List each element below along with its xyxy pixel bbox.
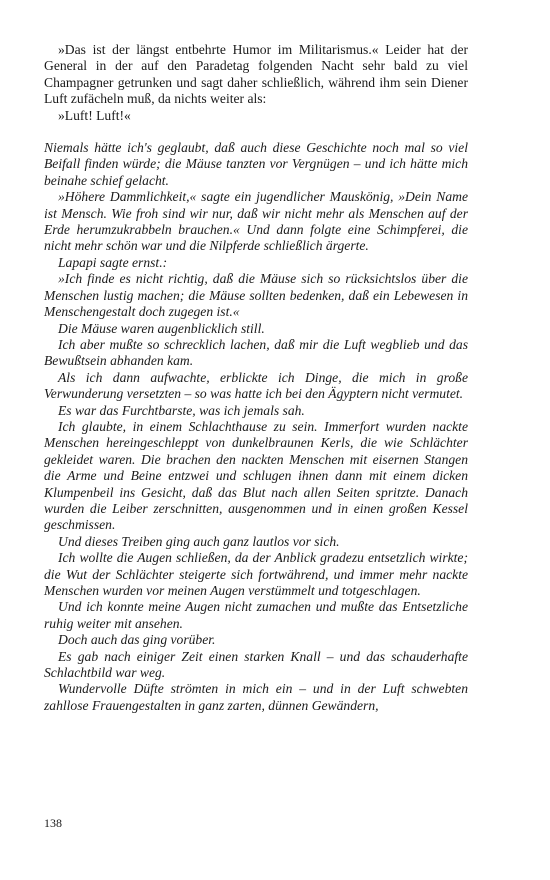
paragraph-vorueber: Doch auch das ging vorüber. <box>58 632 216 648</box>
paragraph-lautlos: Und dieses Treiben ging auch ganz lautlos vor sich. <box>58 533 340 549</box>
paragraph-lachen: Ich aber mußte so schrecklich lachen, daß mir die Luft wegblieb und das Bewußtsein abhanden kam. <box>44 336 468 369</box>
paragraph-hoehere-dammlichkeit: »Höhere Dammlichkeit,« sagte ein jugendlicher Mauskönig, »Dein Name ist Mensch. Wie froh sind wir nur, daß wir nicht mehr als Menschen auf der Erde herumzukrabbeln brauchen.« Und dann folgte eine Schimpferei, die nicht mehr schön war und die Nilpferde schließlich ärgerte. <box>44 189 468 254</box>
paragraph-luft-luft: »Luft! Luft!« <box>58 107 131 123</box>
paragraph-nicht-zumachen: Und ich konnte meine Augen nicht zumachen und mußte das Entsetzliche ruhig weiter mit ansehen. <box>44 599 468 631</box>
paragraph-knall: Es gab nach einiger Zeit einen starken Knall – und das schauderhafte Schlachtbild war weg. <box>44 648 468 681</box>
paragraph-augen-schliessen: Ich wollte die Augen schließen, da der Anblick gradezu entsetzlich wirkte; die Wut der Schlächter steigerte sich fortwährend, und immer mehr nackte Menschen wurden vor meinen Augen verstümmelt und totgeschlagen. <box>44 550 468 598</box>
paragraph-humor-militarismus: »Das ist der längst entbehrte Humor im Militarismus.« Leider hat der General in der auf den Paradetag folgenden Nacht sehr bald zu viel Champagner getrunken und sagt daher schließlich, während ihm sein Diener Luft zufächeln muß, da nichts weiter als: <box>44 42 468 107</box>
page-number: 138 <box>44 816 62 830</box>
paragraph-ich-finde: »Ich finde es nicht richtig, daß die Mäuse sich so rücksichtslos über die Menschen lustig machen; die Mäuse sollten bedenken, daß ein Lebewesen in Menschengestalt doch zugegen ist.« <box>44 271 468 320</box>
book-page-text <box>44 42 468 714</box>
paragraph-niemals: Niemals hätte ich's geglaubt, daß auch diese Geschichte noch mal so viel Beifall finden würde; die Mäuse tanzten vor Vergnügen – und ich hätte mich beinahe schief gelacht. <box>44 140 468 188</box>
paragraph-maeuse-still: Die Mäuse waren augenblicklich still. <box>58 320 265 336</box>
paragraph-duefte: Wundervolle Düfte strömten in mich ein – und in der Luft schwebten zahllose Frauengestalten in ganz zarten, dünnen Gewändern, <box>44 681 468 713</box>
paragraph-aufwachte: Als ich dann aufwachte, erblickte ich Dinge, die mich in große Verwunderung versetzten – so was hatte ich bei den Ägyptern nicht vermutet. <box>44 369 468 402</box>
italic-narration-block <box>44 140 468 714</box>
paragraph-schlachthause: Ich glaubte, in einem Schlachthause zu sein. Immerfort wurden nackte Menschen hereingeschleppt von dunkelbraunen Kerls, die wie Schlächter gekleidet waren. Die brachen den nackten Menschen mit eisernen Stangen die Arme und Beine entzwei und schlugen ihnen dann mit einem dicken Klumpenbeil ins Gesicht, daß das Blut nach allen Seiten spritzte. Danach wurden die Leiber zerschnitten, ausgenommen und in einen großen Kessel geschmissen. <box>44 418 468 533</box>
section-break <box>44 124 468 140</box>
paragraph-lapapi-ernst: Lapapi sagte ernst.: <box>58 254 168 270</box>
paragraph-furchtbarste: Es war das Furchtbarste, was ich jemals sah. <box>58 402 305 418</box>
